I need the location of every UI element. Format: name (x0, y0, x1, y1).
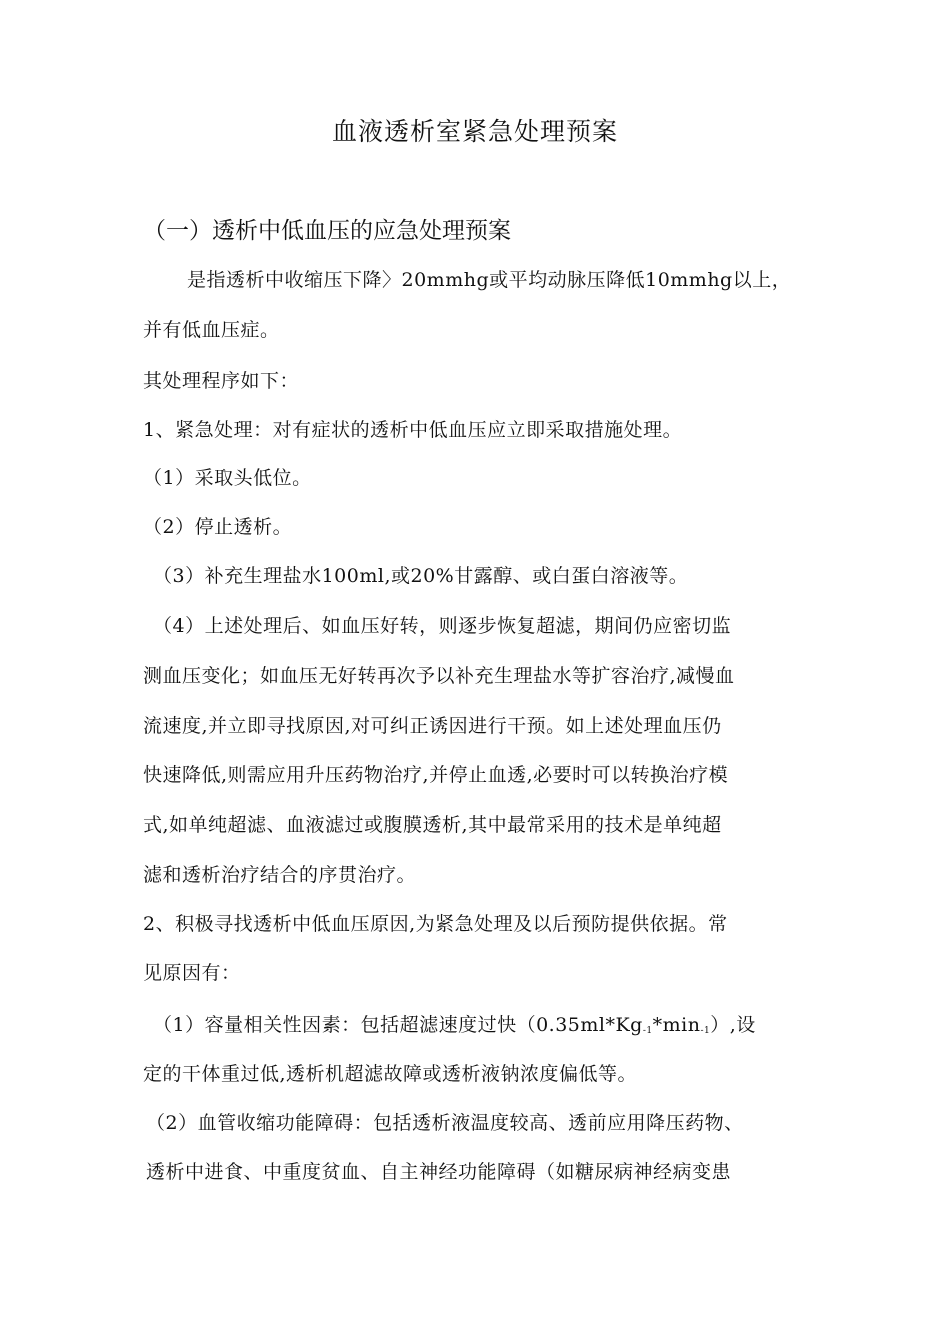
cause-2-line-2: 透析中进食、中重度贫血、自主神经功能障碍（如糖尿病神经病变患 (146, 1161, 732, 1183)
step-1: 1、紧急处理：对有症状的透析中低血压应立即采取措施处理。 (143, 419, 683, 441)
definition-line-1: 是指透析中收缩压下降〉20mmhg或平均动脉压降低10mmhg以上， (187, 269, 792, 291)
definition-line-2: 并有低血压症。 (143, 319, 280, 341)
cause-1-text-b: *min (652, 1014, 701, 1036)
unit-exponent: -1 (642, 1026, 653, 1036)
section-heading: （一）透析中低血压的应急处理预案 (143, 218, 511, 244)
step-2-line-2: 见原因有： (143, 962, 241, 984)
step-1-item-1: （1）采取头低位。 (143, 467, 312, 489)
step-1-item-4-line-4: 快速降低,则需应用升压药物治疗,并停止血透,必要时可以转换治疗模 (143, 764, 729, 786)
cause-1-text-a: （1）容量相关性因素：包括超滤速度过快（0.35ml*Kg (153, 1014, 643, 1036)
cause-1-text-c: ）,设 (710, 1014, 756, 1036)
step-1-item-4-line-2: 测血压变化；如血压无好转再次予以补充生理盐水等扩容治疗,减慢血 (143, 665, 735, 687)
step-1-item-3: （3）补充生理盐水100ml,或20%甘露醇、或白蛋白溶液等。 (153, 565, 689, 587)
document-title: 血液透析室紧急处理预案 (331, 117, 618, 146)
unit-exponent: -1 (700, 1026, 711, 1036)
step-1-item-4-line-1: （4）上述处理后、如血压好转，则逐步恢复超滤，期间仍应密切监 (153, 615, 732, 637)
step-1-item-4-line-6: 滤和透析治疗结合的序贯治疗。 (143, 864, 417, 886)
step-1-item-4-line-3: 流速度,并立即寻找原因,对可纠正诱因进行干预。如上述处理血压仍 (143, 715, 722, 737)
step-1-item-4-line-5: 式,如单纯超滤、血液滤过或腹膜透析,其中最常采用的技术是单纯超 (143, 814, 722, 836)
step-2-line-1: 2、积极寻找透析中低血压原因,为紧急处理及以后预防提供依据。常 (143, 913, 728, 935)
procedure-intro: 其处理程序如下： (143, 370, 300, 392)
cause-2-line-1: （2）血管收缩功能障碍：包括透析液温度较高、透前应用降压药物、 (146, 1112, 744, 1134)
cause-1-line-2: 定的干体重过低,透析机超滤故障或透析液钠浓度偏低等。 (143, 1063, 638, 1085)
cause-1-line-1 (153, 1010, 833, 1037)
step-1-item-2: （2）停止透析。 (143, 516, 293, 538)
